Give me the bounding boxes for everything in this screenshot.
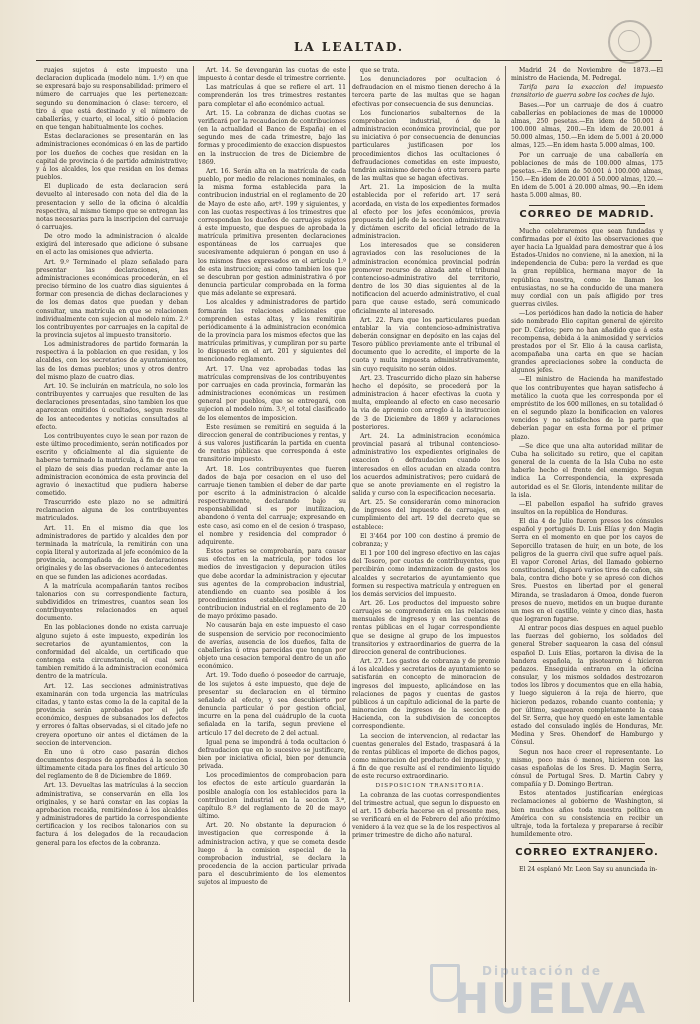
section-heading-madrid: CORREO DE MADRID. [519,208,655,220]
section-heading-extranjero: CORREO EXTRANJERO. [515,847,659,859]
paragraph: Los procedimientos de comprobacion para los efectos de este artículo guardarán la posible analogía con los establecidos para la contribucion industrial en la seccion 3.ª, capítulo 8.º del reglamento de 20 de mayo último. [198,772,346,821]
tariff-notice [511,67,663,201]
madrid-news [511,228,663,840]
masthead [36,40,662,61]
paragraph: Tarifa para la exaccion del impuesto transitorio de guerra sobre los coches de lujo. [511,84,663,100]
paragraph: Art. 10. Se incluirán en matrícula, no solo los contribuyentes y carruajes que resulten de las declaraciones presentadas, sino tambien los que aparezcan omitidos ú ocultados, segun resulte de los antecedentes y noticias consultados al efecto. [36,382,188,431]
paragraph: Trascurrido este plazo no se admitirá reclamacion alguna de los contribuyentes matriculados. [36,499,188,523]
paragraph: Art. 25. Se considerarán como minoracion de ingresos del impuesto de carruajes, en cumplimiento del art. 19 del decreto que se establece: [352,499,500,531]
paragraph: Este resúmen se remitirá en seguida á la direccion general de contribuciones y rentas, y á sus valores justificarán la partida en cuenta de rentas públicas que corresponda á este transitorio impuesto. [198,423,346,464]
section-rule [529,205,645,206]
paragraph: Por un carruaje de una caballería en poblaciones de más de 100.000 almas, 175 pesetas.—En idem de 50.001 á 100.000 almas, 150.—En idem de 20.001 á 50.000 almas, 120.—En idem de 5.001 á 20.000 almas, 90.—En idem hasta 5.000 almas, 80. [511,151,663,200]
watermark-line2: HUELVA [454,974,648,1023]
column-divider [193,66,194,1002]
column-divider [349,66,350,1002]
paragraph: —Se dice que una alta autoridad militar de Cuba ha solicitado su retiro, que el capitan general de la cuenta de la Isla Cuba no este haberle hecho el frente del enemigo. Segun indica La Correspondencia, la expresada autoridad es el Sr. Gloris, intendente militar de la isla. [511,442,663,499]
paragraph: —El ministro de Hacienda ha manifestado que los contribuyentes que hayan satisfecho á metálico la cuota que les corresponda por el empréstito de los 600 millones, en su totalidad ó en el segundo plazo la bonificacion en valores vencidos y no satisfechos de la parte que deberían pagar en esta forma por el primer plazo. [511,376,663,441]
paragraph: Los interesados que se consideren agraviados con las resoluciones de la administracion económica provincial podrán promover recurso de alzada ante el tribunal contencioso-administrativo del territorio, dentro de los 30 dias siguientes al de la notificacion del acuerdo administrativo, el cual para que cause estado, será comunicado oficialmente al interesado. [352,242,500,315]
paragraph: Art. 26. Los productos del impuesto sobre carruajes se comprenderán en las relaciones mensuales de ingresos y en las cuentas de rentas públicas en el lugar correspondiente que se designe al grupo de los impuestos transitorios y extraordinarios de guerra de la direccion general de contribuciones. [352,600,500,656]
paragraph: El dia 4 de Julio fueron presos los cónsules español y portugués D. Luis Elías y don Magin Serra en el momento en que por los cayos de Seporcillo tratasen de huir, en un bote, de los peligros de la guerra civil que sufre aquel país. El vapor Coronel Arias, del llamado gobierno constitucional, disparó varios tiros de cañon, sin bala, contra dicho bote y se apresó con dichos Sres. Puestos en libertad por el general Miranda, se trasladaron á Omoa, donde fueron presos de nuevo, metidos en un buque durante un mes en el castillo, veinte y cinco dias, hasta que lograron fugarse. [511,518,663,623]
paragraph: Art. 17. Una vez aprobadas todas las matrículas comprensivas de los contribuyentes por carruajes en cada provincia, formarán las administraciones económicas un resúmen general por pueblos, que se entregará, con sujecion al modelo núm. 3.º, el total clasificado de los elementos de imposicion. [198,365,346,422]
paragraph: El 3'464 por 100 con destino á premio de cobranza; y [352,532,500,548]
paragraph: La seccion de intervencion, al redactar las cuentas generales del Estado, traspasará á la de rentas públicas el importe de dichos pagos, como minoracion del producto del impuesto, y á fin de que resulte así el rendimiento líquido de este recurso extraordinario. [352,732,500,781]
paragraph: Art. 16. Serán alta en la matrícula de cada pueblo, por medio de relaciones nominales, en la misma forma establecida para la contribucion industrial en el reglamento de 20 de Mayo de este año, artº. 199 y siguientes, y con las cuotas respectivas á los trimestres que correspondan los dueños de carruajes sujetos á este impuesto, que despues de aprobada la matrícula primitiva presenten declaraciones espontáneas de los carruajes que sucesivamente adquieran ó pongan en uso á los mismos fines expresados en el artículo 1.º de esta instruccion; asi como tambien los que se descubran por gestion administrativa ó por denuncia particular comprobada en la forma que más adelante se expresará. [198,167,346,298]
archive-watermark [430,960,680,1023]
paragraph: Estos atentados justificarían enérgicas reclamaciones al gobierno de Washington, si bien muchos años toda nuestra política en América con su consistencia en recibir un ultraje, toda la fortaleza y prepararse á recibir humildemente otro. [511,790,663,839]
paragraph: Segun nos hace creer el representante. Lo mismo, poco más ó menos, hicieron con las casas españolas de los Sres. D. Magin Serra, cónsul de Portugal Sres. D. Martin Cabry y compañía y D. Domingo Bertran. [511,748,663,789]
section-rule [529,843,645,844]
paragraph: Los alcaldes y administradores de partido formarán las relaciones adicionales que comprenden estas altas, y las remitirán periódicamente á la administracion económica de la provincia para los mismos efectos que las matrículas primitivas, y cumpliran por su parte lo dispuesto en el art. 201 y siguientes del mencionado reglamento. [198,299,346,364]
paragraph: Igual pena se impondrá á toda ocultacion ó defraudacion que en lo sucesivo se justificare, bien por iniciativa oficial, bien por denuncia privada. [198,738,346,771]
paragraph: El 1 por 100 del ingreso efectivo en las cajas del Tesoro, por cuotas de contribuyentes, que percibirán como indemnizacion de gastos los alcaldes y secretarios de ayuntamiento que formen su respectiva matrícula y entreguen en los demás servicios del impuesto. [352,550,500,598]
paragraph: De otro modo la administracion ó alcalde exigirá del interesado que adicione ó subsane en el acto las omisiones que advierta. [36,233,188,257]
paragraph: Art. 11. En el mismo dia que los administradores de partido y alcaldes den por terminada la matrícula, la remitirán con una copia literal y autorizada al jefe económico de la provincia, acompañada de las declaraciones originales y de las observaciones ó antecedentes en que se funden las adiciones acordadas. [36,524,188,581]
paragraph: Art. 27. Los gastos de cobranza y de premio á los alcaldes y secretarios de ayuntamiento se satisfarán en concepto de minoracion de ingresos del impuesto, aplicándose en las relaciones de pagos y cuentas de gastos públicos á un capítulo adicional de la parte de minoracion de ingresos de la seccion de Hacienda, con la subdivision de conceptos correspondiente. [352,658,500,731]
paragraph: El duplicado de esta declaracion será devuelto al interesado con nota del dia de la presentacion y sello de la oficina ó alcaldía respectiva, al mismo tiempo que se entregan las notas necesarias para la inscripcion del carruaje ó carruajes. [36,183,188,231]
paragraph: —Los periódicos han dado la noticia de haber sido nombrado Elio capitan general de ejército por D. Cárlos; pero no han añadido que á esta recompensa, debida á la animosidad y servicios prestados por el Sr. Elio á la causa carlista, acompañaba una carta en que se hacían grandes apreciaciones sobre la conducta de algunos jefes. [511,310,663,375]
paragraph: A la matrícula acompañarán tantos recibos talonarios con su correspondiente factura, subdivididos en trimestres, cuantos sean los contribuyentes relacionados en aquel documento. [36,582,188,623]
watermark-line1: Diputación de [482,964,602,978]
paragraph: En uno ú otro caso pasarán dichos documentos despues de aprobados á la seccion últimamente citada para los fines del artículo 30 del reglamento de 8 de Diciembre de 1869. [36,748,188,781]
paragraph: Madrid 24 de Noviembre de 1873.—El ministro de Hacienda, M. Pedregal. [511,67,663,83]
paragraph: Art. 18. Los contribuyentes que fueren dados de baja por cesacion en el uso del carruaje tienen tambien el deber de dar parte por escrito á la administracion ó alcalde respectivamente, declarando bajo su responsabilidad si es por inutilizacion, abandono ó venta del carruaje; expresando en este caso, asi como en el de cesion ó traspaso, el nombre y residencia del comprador ó adquirente. [198,465,346,546]
paragraph: ruajes sujetos á este impuesto una declaracion duplicada (modelo núm. 1.º) en que se expresará bajo su responsabilidad: primero el número de carruajes que les pertenezcan: segundo su denominacion ó clase: tercero, el tiro á que está destinado y el número de caballerías, y cuarto, el local, sitio ó poblacion en que tengan habitualmente los coches. [36,67,188,132]
paragraph: Los contribuyentes cuyo le sean por razon de este último procedimiento, serán notificados por escrito y oficialmente al dia siguiente de haberse terminado la matrícula, á fin de que en el plazo de seis dias puedan reclamar ante la administracion económica de esta provincia del agravio ó inexactitud que pudiera haberse cometido. [36,432,188,497]
paragraph: —El pabellon español ha sufrido graves insultos en la república de Honduras. [511,500,663,516]
section-rule [529,223,645,224]
paragraph: Art. 19. Todo dueño ó poseedor de carruaje, de los sujetos á este impuesto, que deje de presentar su declaracion en el término señalado al efecto, y sea descubierto por denuncia particular ó por gestion oficial, incurre en la pena del cuádruplo de la cuota señalada en la tarifa, segun previene el artículo 17 del decreto de 2 del actual. [198,672,346,737]
paragraph: Los denunciadores por ocultacion ó defraudacion en el mismo tienen derecho á la tercera parte de las multas que se hagan efectivas por consecuencia de sus denuncias. [352,76,500,108]
paragraph: Art. 12. Las secciones administrativas examinarán con toda urgencia las matrículas citadas, y tanto estas como la de la capital de la provincia serán aprobadas por el jefe económico, despues de subsanados los defectos y errores ó faltas observadas, si el citado jefe no creyera oportuno oir antes el dictámen de la seccion de intervencion. [36,682,188,747]
foreign-news [511,866,663,874]
paragraph: Bases.—Por un carruaje de dos á cuatro caballerías en poblaciones de mas de 100000 almas, 250 pesetas.—En idem de 50.001 á 100.000 almas, 200.—En idem de 20.001 á 50.000 almas, 150.—En idem de 5.001 á 20.000 almas, 125.—En idem hasta 5.000 almas, 100. [511,101,663,150]
paragraph: Estas declaraciones se presentarán en las administraciones económicas ó en las de partido por los dueños de coches que residan en la capital de provincia ó de partido administrativo; y á los alcaldes, los que residan en los demas pueblos. [36,133,188,182]
paragraph: DISPOSICION TRANSITORIA. [375,783,485,790]
paragraph: Los funcionarios subalternos de la comprobacion industrial, ó de la administracion económica provincial, que por su iniciativa ó por consecuencia de denuncias particulares justificasen por los procedimientos dichos las ocultaciones ó defraudaciones cometidas en este impuesto, tendrán asimismo derecho á otra tercera parte de las multas que se hagan efectivas. [352,109,500,183]
paragraph: Art. 15. La cobranza de dichas cuotas se verificará por la recaudacion de contribuciones (en la actualidad el Banco de España) en el segundo mes de cada trimestre, bajo las formas y procedimiento de exaccion dispuestos en la instruccion de tres de Diciembre de 1869. [198,109,346,166]
text-column-2 [198,67,346,1002]
column-divider [505,66,506,1002]
paragraph: Al entrar pocos dias despues en aquel pueblo las fuerzas del gobierno, los soldados del general Streber saquearon la casa del cónsul español D. Luis Elías, portaron la divisa de la bandera española, la pisotearon é hicieron pedazos. Enseguida entraron en la oficina consular, y los mismos soldados destrozaron todos los libros y documentos que en ella habia, y luego siguieron á la reja de hierro, que hicieron pedazos, robando cuanto contenia; y por último, saquearon completamente la casa del Sr. Serra, que hoy quedó en este lamentable estado del consulado inglés de Honduras, Mr. Medina y Sres. Ohendorf de Hamburgo y Cónsul. [511,625,663,747]
paragraph: Estos partes se comprobarán, para causar sus efectos en la matrícula, por todos los medios de investigacion y depuracion útiles que debe acordar la administracion y ejecutar sus agentes de la comprobacion industrial, atendiendo en cuanto sea posible á los procedimientos establecidos para la contribucion industrial en el reglamento de 20 de mayo próximo pasado. [198,548,346,621]
paragraph: La cobranza de las cuotas correspondientes del trimestre actual, que segun lo dispuesto en el art. 15 debería hacerse en el presente mes, se verificará en el de Febrero del año próximo venidero á la vez que se la de los respectivos al primer trimestre de dicho año natural. [352,791,500,840]
paragraph: No causarán baja en este impuesto el caso de suspension de servicio por reconocimiento de averías, ausencia de los dueños, falta de caballerías ú otras parecidas que tengan por objeto una cesacion temporal dentro de un año económico. [198,622,346,671]
paragraph: Art. 13. Devueltas las matrículas á la seccion administrativa, se conservarán en ella los originales, y se hará constar en las copias la aprobacion recaida, remitiéndose á los alcaldes y administradores de partido la correspondiente certificacion y los recibos talonarios con su factura á los delegados de la recaudacion general para los efectos de la cobranza. [36,782,188,847]
section-rule [529,861,645,862]
paragraph: Los administradores de partido formarán la respectiva á la poblacion en que residan, y los alcaldes, con los secretarios de ayuntamientos, las de los demas pueblos; unos y otros dentro del mismo plazo de cuatro dias. [36,341,188,381]
newspaper-title: LA LEALTAD. [293,40,405,54]
text-column-1 [36,67,188,1002]
paragraph: Art. 24. La administracion económica provincial pasará al tribunal contencioso-administrativo los expedientes originales de exaccion ó defraudacion cuando los interesados en ellos acudan en alzada contra los acuerdos administrativos; pero cuidará de que se anote previamente en el registro la salida y curso con la especificacion necesaria. [352,432,500,497]
text-column-3 [352,67,500,1002]
paragraph: Las matrículas á que se refiere el art. 11 comprenderán los tres trimestres restantes para completar el año económico actual. [198,84,346,108]
paragraph: El 24 esplanó Mr. Leon Say su anunciada in- [519,866,658,874]
paragraph: Art. 9.º Terminado el plazo señalado para presentar las declaraciones, las administraciones económicas procederán, en el preciso término de los cuatro dias siguientes á formar con presencia de dichas declaraciones y de los demas datos que puedan y deban consultar, una matrícula en que se relacionen individualmente con sujecion al modelo núm. 2.º los contribuyentes por carruajes en la capital de la provincia sujetos al impuesto transitorio. [36,258,188,339]
paragraph: Art. 22. Para que los particulares puedan entablar la via contencioso-administrativa deberán consignar en depósito en las cajas del Tesoro público previamente ante el tribunal el documento que lo acredite, el importe de la cuota y multa impuesta administrativamente, sin cuyo requisito no serán oidos. [352,316,500,373]
paragraph: que se trata. [360,67,400,74]
text-column-4 [511,67,663,1002]
paragraph: Mucho celebraremos que sean fundadas y confirmadas por el éxito las observaciones que ayer hacia La Igualdad para demostrar que á los Estados-Unidos no conviene, ni la anexion, ni la independencia de Cuba: pero la verdad es que la gran república, hermana mayor de la república nuestra, como le llaman los entusiastas, no se ha conducido de una manera muy cordial con un país afligido por tres guerras civiles. [511,227,663,309]
paragraph: Art. 20. No obstante la depuracion ó investigacion que corresponde á la administracion activa, y que se cometa desde luego á la comision especial de la comprobacion industrial, se declara la procedencia de la accion particular privada para el descubrimiento de los elementos sujetos al impuesto de [198,822,346,887]
paragraph: En las poblaciones donde no exista carruaje alguno sujeto á este impuesto, expedirán los secretarios de ayuntamientos, con la conformidad del alcalde, un certificado que contenga esta circunstancia, el cual será tambien remitido á la administracion económica dentro de la matrícula. [36,624,188,681]
paragraph: Art. 21. La imposicion de la multa establecida por el referido art. 17 será acordada, en vista de los expedientes formados al efecto por los jefes económicos, previa propuesta del jefe de la seccion administrativa y dictámen escrito del oficial letrado de la administracion. [352,184,500,241]
paragraph: Art. 14. Se devengarán las cuotas de este impuesto á contar desde el trimestre corriente. [198,67,346,83]
paragraph: Art. 23. Trascurrido dicho plazo sin haberse hecho el depósito, se procederá por la administracion á hacer efectivas la cuota y multa, empleando al efecto en caso necesario la via de apremio con arreglo á la instruccion de 3 de Diciembre de 1869 y aclaraciones posteriores. [352,374,500,431]
